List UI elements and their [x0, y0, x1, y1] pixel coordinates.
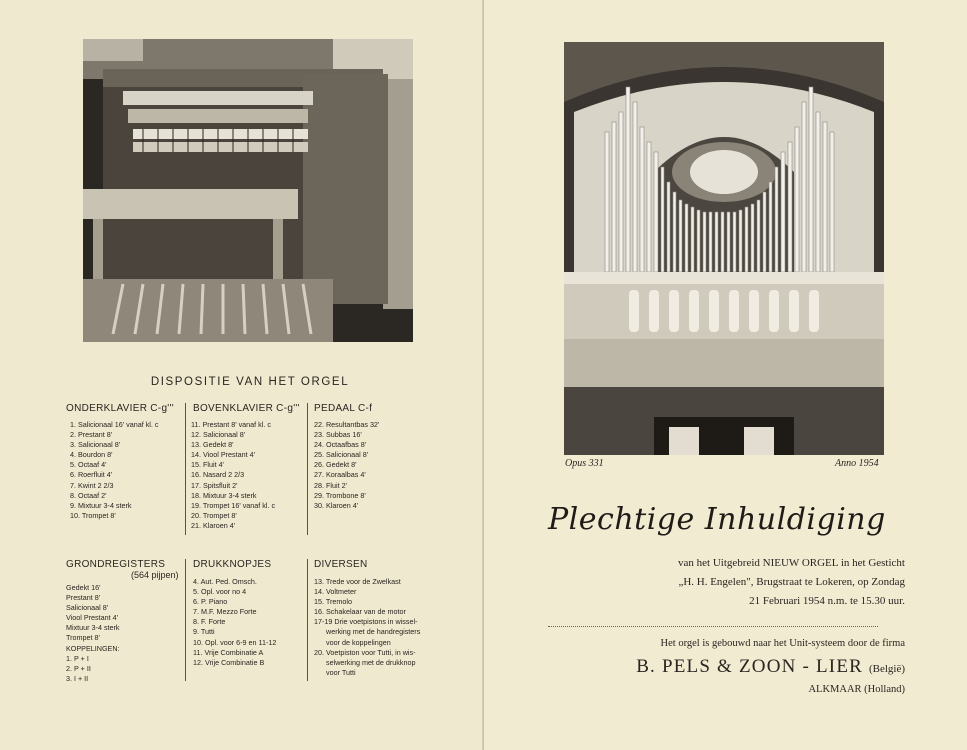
list-item: 11. Vrije Combinatie A: [193, 647, 264, 657]
specification-title: DISPOSITIE VAN HET ORGEL: [150, 376, 350, 388]
list-item: Trompet 8': [66, 633, 100, 643]
stop-item: 20. Trompet 8': [191, 510, 237, 520]
list-item: 12. Vrije Combinatie B: [193, 657, 265, 667]
stop-item: 26. Gedekt 8': [314, 460, 357, 470]
stop-item: 10. Trompet 8': [70, 510, 116, 520]
list-item: 13. Trede voor de Zwelkast: [314, 577, 401, 586]
stop-item: 5. Octaaf 4': [70, 460, 107, 470]
stop-item: 4. Bourdon 8': [70, 450, 113, 460]
list-item: 15. Tremolo: [314, 597, 352, 607]
stop-item: 6. Roerfluit 4': [70, 470, 113, 480]
stop-item: 19. Trompet 16' vanaf kl. c: [191, 500, 276, 510]
list-item: 3. I + II: [66, 673, 89, 683]
list-item: 5. Opl. voor no 4: [193, 587, 247, 597]
grondregisters-heading: GRONDREGISTERS: [66, 559, 166, 570]
stop-item: 3. Salicionaal 8': [70, 440, 121, 450]
column-divider: [307, 403, 308, 535]
list-item: voor Tutti: [326, 667, 356, 677]
bovenklavier-stop-list: [191, 420, 300, 531]
grondregisters-list: [66, 583, 179, 684]
drukknopjes-heading: DRUKKNOPJES: [193, 559, 272, 570]
stop-item: 22. Resultantbas 32': [314, 420, 380, 429]
builder-name-text: B. PELS & ZOON - LIER: [636, 656, 863, 677]
list-item: Prestant 8': [66, 593, 101, 603]
list-item: Viool Prestant 4': [66, 613, 118, 623]
builder-location: ALKMAAR (Holland): [808, 684, 905, 695]
diversen-column: [314, 559, 420, 678]
dotted-divider: [548, 626, 878, 627]
stop-item: 7. Kwint 2 2/3: [70, 480, 114, 490]
list-item: 16. Schakelaar van de motor: [314, 607, 406, 617]
ceremony-title: Plechtige Inhuldiging: [548, 502, 886, 537]
stop-item: 21. Klaroen 4': [191, 520, 236, 530]
builder-country: (België): [868, 663, 905, 675]
stop-item: 13. Gedekt 8': [191, 440, 234, 450]
list-item: 1. P + I: [66, 653, 89, 663]
list-item: 7. M.F. Mezzo Forte: [193, 607, 257, 617]
stop-item: 11. Prestant 8' vanaf kl. c: [191, 420, 271, 429]
stop-item: 24. Octaafbas 8': [314, 440, 367, 450]
onderklavier-heading: ONDERKLAVIER C-g''': [66, 403, 174, 414]
stop-item: 30. Klaroen 4': [314, 500, 359, 510]
drukknopjes-column: [193, 559, 276, 668]
list-item: 9. Tutti: [193, 627, 215, 637]
ceremony-text-line: „H. H. Engelen", Brugstraat te Lokeren, op Zondag: [678, 576, 905, 588]
column-divider: [185, 559, 186, 681]
list-item: Salicionaal 8': [66, 603, 109, 613]
stop-item: 25. Salicionaal 8': [314, 450, 369, 460]
diversen-heading: DIVERSEN: [314, 559, 368, 570]
list-item: 2. P + II: [66, 663, 91, 673]
drukknopjes-list: [193, 577, 276, 668]
left-page: [0, 0, 483, 750]
stop-item: 15. Fluit 4': [191, 460, 224, 470]
pedaal-column: [314, 403, 379, 511]
diversen-list: [314, 577, 420, 678]
stop-item: 23. Subbas 16': [314, 430, 362, 440]
year-caption: Anno 1954: [835, 458, 879, 469]
list-item: werking met de handregisters: [326, 627, 421, 637]
pedaal-stop-list: [314, 420, 379, 511]
stop-item: 9. Mixtuur 3-4 sterk: [70, 500, 132, 510]
ceremony-text-line: van het Uitgebreid NIEUW ORGEL in het Gesticht: [678, 557, 905, 569]
stop-item: 16. Nasard 2 2/3: [191, 470, 245, 480]
list-item: Mixtuur 3-4 sterk: [66, 623, 120, 633]
onderklavier-column: [66, 403, 174, 521]
list-item: 8. F. Forte: [193, 617, 226, 627]
organ-facade-photo: [564, 42, 884, 455]
bovenklavier-column: [193, 403, 300, 531]
stop-item: 8. Octaaf 2': [70, 490, 107, 500]
stop-item: 2. Prestant 8': [70, 430, 113, 440]
list-item: 4. Aut. Ped. Omsch.: [193, 577, 257, 586]
list-item: voor de koppelingen: [326, 637, 391, 647]
stop-item: 1. Salicionaal 16' vanaf kl. c: [70, 420, 159, 429]
pedaal-heading: PEDAAL C-f: [314, 403, 373, 414]
stop-item: 28. Fluit 2': [314, 480, 347, 490]
onderklavier-stop-list: [70, 420, 174, 521]
organ-console-photo: [83, 39, 413, 342]
stop-item: 18. Mixtuur 3-4 sterk: [191, 490, 257, 500]
list-item: 17-19 Drie voetpistons in wissel-: [314, 617, 418, 627]
column-divider: [185, 403, 186, 535]
stop-item: 29. Trombone 8': [314, 490, 366, 500]
grondregisters-subheading: (564 pijpen): [131, 570, 179, 580]
stop-item: 14. Viool Prestant 4': [191, 450, 255, 460]
list-item: 6. P. Piano: [193, 597, 228, 607]
grondregisters-column: [66, 559, 179, 684]
ceremony-text-line: 21 Februari 1954 n.m. te 15.30 uur.: [749, 595, 905, 607]
list-item: selwerking met de drukknop: [326, 657, 416, 667]
list-item: Gedekt 16': [66, 583, 101, 592]
bovenklavier-heading: BOVENKLAVIER C-g''': [193, 403, 300, 414]
builder-intro: Het orgel is gebouwd naar het Unit-systeem door de firma: [660, 638, 905, 649]
list-item: 20. Voetpiston voor Tutti, in wis-: [314, 647, 416, 657]
list-item: 10. Opl. voor 6-9 en 11-12: [193, 637, 277, 647]
stop-item: 27. Koraalbas 4': [314, 470, 366, 480]
list-item: 14. Voltmeter: [314, 587, 357, 597]
column-divider: [307, 559, 308, 681]
builder-name: [636, 656, 905, 678]
list-item: KOPPELINGEN:: [66, 643, 120, 653]
stop-item: 17. Spitsfluit 2': [191, 480, 238, 490]
opus-caption: Opus 331: [565, 458, 604, 469]
stop-item: 12. Salicionaal 8': [191, 430, 246, 440]
